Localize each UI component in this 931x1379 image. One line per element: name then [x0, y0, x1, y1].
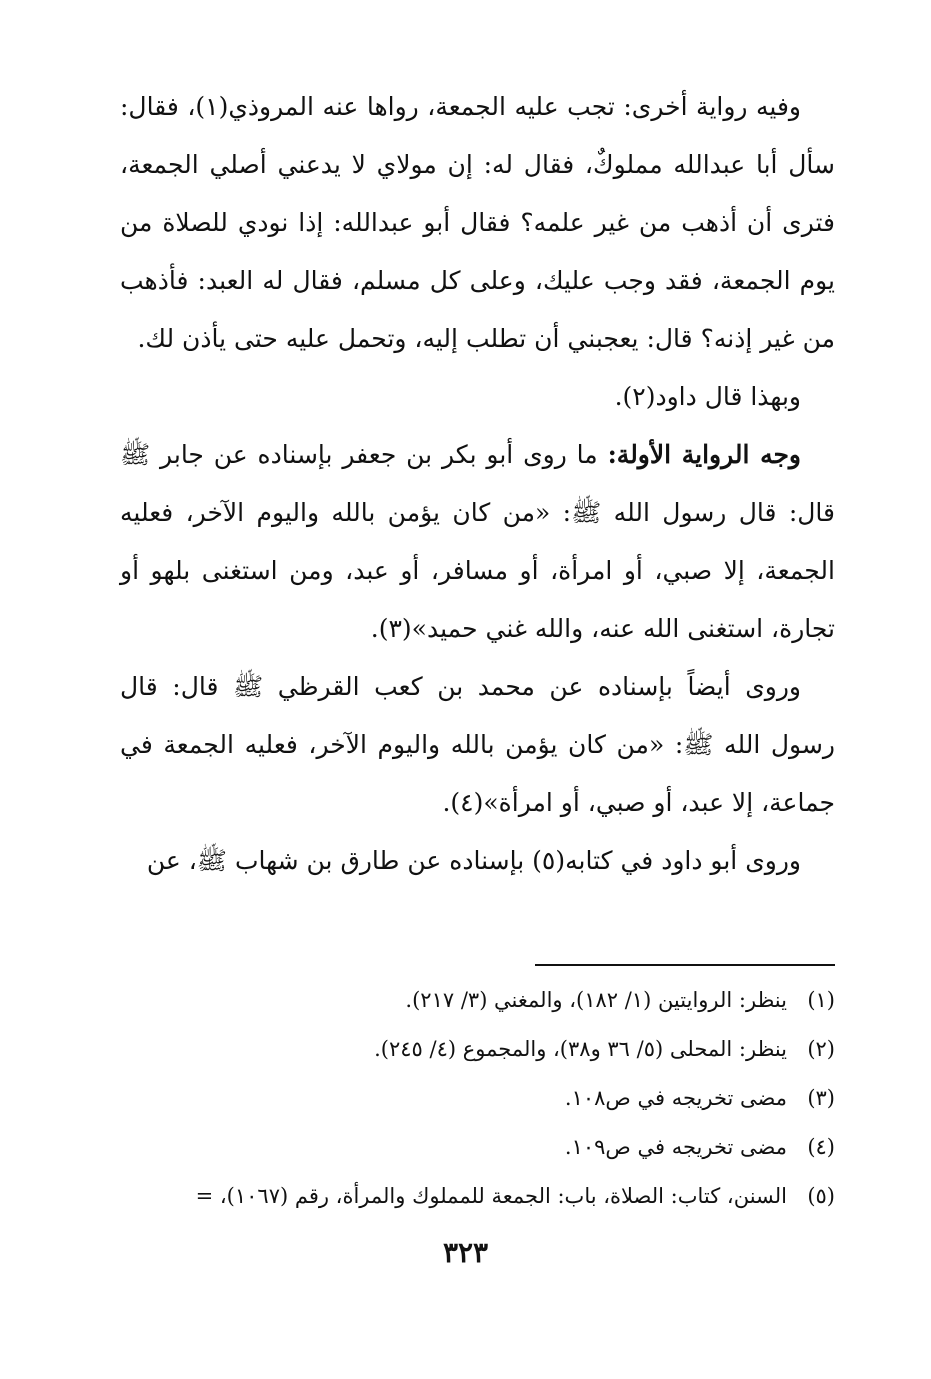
- paragraph-text: وفيه رواية أخرى: تجب عليه الجمعة، رواها عنه المروذي(١)، فقال: سأل أبا عبدالله مملوكٌ، فقال له: إن مولاي لا يدعني أصلي الجمعة، فترى أن أذهب من غير علمه؟ فقال أبو عبدالله: إذا نودي للصلاة من يوم الجمعة، فقد وجب عليك، وعلى كل مسلم، فقال له العبد: فأذهب من غير إذنه؟ قال: يعجبني أن تطلب إليه، وتحمل عليه حتى يأذن لك.: [120, 92, 835, 353]
- footnote-number: (٤): [807, 1135, 835, 1159]
- main-text: [120, 78, 835, 890]
- paragraph-text: ما روى أبو بكر بن جعفر بإسناده عن جابر ﷺ قال: قال رسول الله ﷺ: «من كان يؤمن بالله واليوم الآخر، فعليه الجمعة، إلا صبي، أو امرأة، أو مسافر، أو عبد، ومن استغنى بلهو أو تجارة، استغنى الله عنه، والله غني حميد»(٣).: [120, 440, 835, 643]
- paragraph-text: وروى أيضاً بإسناده عن محمد بن كعب القرظي ﷺ قال: قال رسول الله ﷺ: «من كان يؤمن بالله واليوم الآخر، فعليه الجمعة في جماعة، إلا عبد، أو صبي، أو امرأة»(٤).: [120, 672, 835, 817]
- footnote-number: (١): [807, 988, 835, 1012]
- paragraph-text: وروى أبو داود في كتابه(٥) بإسناده عن طارق بن شهاب ﷺ، عن: [146, 846, 801, 875]
- footnote-text: ينظر: الروايتين (١/ ١٨٢)، والمغني (٣/ ٢١٧).: [405, 988, 787, 1012]
- footnote-number: (٣): [807, 1086, 835, 1110]
- paragraph-first-narration-evidence: [120, 426, 835, 658]
- footnote-text: السنن، كتاب: الصلاة، باب: الجمعة للمملوك والمرأة، رقم (١٠٦٧)، =: [195, 1184, 787, 1208]
- paragraph-lead-heading: وجه الرواية الأولة:: [607, 440, 801, 469]
- footnotes: [120, 976, 835, 1221]
- footnote-number: (٢): [807, 1037, 835, 1061]
- paragraph-murawdhi-narration: [120, 78, 835, 368]
- paragraph-dawud: [120, 368, 835, 426]
- paragraph-qurazi-narration: [120, 658, 835, 832]
- footnote-text: مضى تخريجه في ص١٠٨.: [564, 1086, 787, 1110]
- footnote-item: [120, 1074, 835, 1123]
- page-number: ٣٢٣: [442, 1236, 489, 1269]
- paragraph-text: وبهذا قال داود(٢).: [614, 382, 801, 411]
- footnote-number: (٥): [807, 1184, 835, 1208]
- footnote-divider: [535, 964, 835, 966]
- footnote-item: [120, 1025, 835, 1074]
- footnote-text: مضى تخريجه في ص١٠٩.: [564, 1135, 787, 1159]
- paragraph-abu-dawud-narration: [120, 832, 835, 890]
- footnote-item: [120, 1123, 835, 1172]
- footnote-text: ينظر: المحلى (٥/ ٣٦ و٣٨)، والمجموع (٤/ ٢٤٥).: [374, 1037, 787, 1061]
- footnote-item: [120, 976, 835, 1025]
- footnote-item: [120, 1172, 835, 1221]
